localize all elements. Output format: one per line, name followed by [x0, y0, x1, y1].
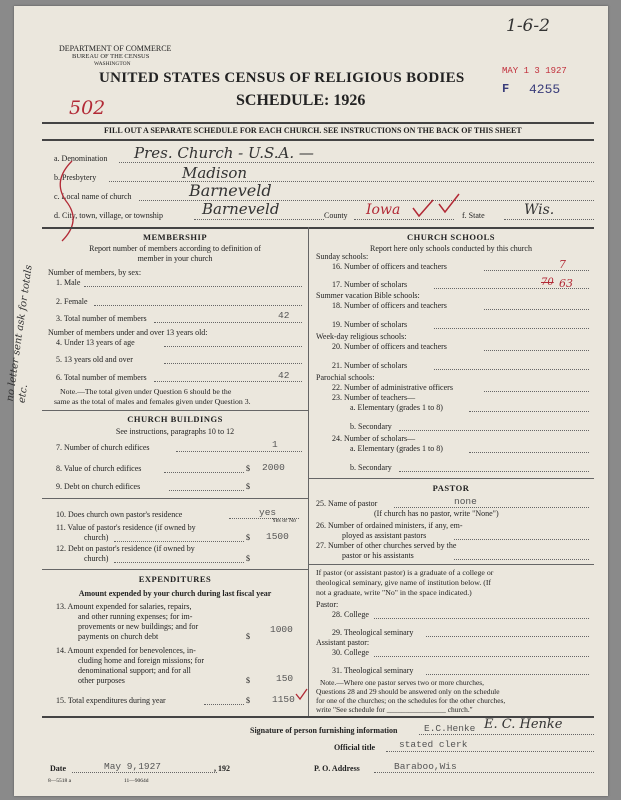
q11-value: 1500 — [266, 531, 289, 542]
q3-label: 3. Total number of members — [56, 314, 147, 323]
instruction-line: FILL OUT A SEPARATE SCHEDULE FOR EACH CHURCH. SEE INSTRUCTIONS ON THE BACK OF THIS SHEET — [104, 126, 522, 135]
q22-label: 22. Number of administrative officers — [332, 383, 453, 392]
q-by-sex: Number of members, by sex: — [48, 268, 142, 277]
vacation-label: Summer vacation Bible schools: — [316, 291, 420, 300]
pastor-note3: for one of the churches; on the schedules for the other churches, — [316, 696, 506, 705]
q25-sub: (If church has no pastor, write "None") — [374, 509, 499, 518]
q23-label: 23. Number of teachers— — [332, 393, 416, 402]
q15-value: 1150 — [272, 694, 295, 705]
county-value: Iowa — [366, 202, 401, 218]
q14-line1: 14. Amount expended for benevolences, in- — [56, 646, 196, 655]
q10-label: 10. Does church own pastor's residence — [56, 510, 183, 519]
membership-heading: MEMBERSHIP — [142, 232, 208, 242]
q11-label-b: church) — [84, 533, 109, 542]
q5-label: 5. 13 years old and over — [56, 355, 133, 364]
q27-label-b: pastor or his assistants — [342, 551, 414, 560]
q13-value: 1000 — [270, 624, 293, 635]
q16-label: 16. Number of officers and teachers — [332, 262, 447, 271]
q12-label-a: 12. Debt on pastor's residence (if owned by — [56, 544, 195, 553]
q18-label: 18. Number of officers and teachers — [332, 301, 447, 310]
q1-label: 1. Male — [56, 278, 81, 287]
q29-label: 29. Theological seminary — [332, 628, 414, 637]
sunday-label: Sunday schools: — [316, 252, 369, 261]
q8-value: 2000 — [262, 462, 285, 473]
q17-old-value: 70 — [541, 277, 554, 288]
city-label: WASHINGTON — [94, 61, 131, 67]
parochial-label: Parochial schools: — [316, 373, 375, 382]
q6-value: 42 — [278, 370, 290, 381]
corner-note: 1-6-2 — [506, 16, 550, 36]
department-label: DEPARTMENT OF COMMERCE — [59, 44, 172, 53]
buildings-heading: CHURCH BUILDINGS — [127, 414, 223, 424]
q25-value: none — [454, 496, 477, 507]
q16-value: 7 — [559, 258, 566, 271]
q8-label: 8. Value of church edifices — [56, 464, 142, 473]
weekday-label: Week-day religious schools: — [316, 332, 407, 341]
q8-currency: $ — [246, 464, 250, 473]
pastor-note2: Questions 28 and 29 should be answered only on the schedule — [316, 687, 500, 696]
denomination-label: a. Denomination — [54, 154, 108, 163]
membership-sub2: member in your church — [137, 254, 213, 263]
city-value: Barneveld — [202, 200, 280, 218]
q23b-label: b. Secondary — [350, 422, 392, 431]
q-age: Number of members under and over 13 years old: — [48, 328, 208, 337]
signature-typed: E.C.Henke — [424, 723, 476, 734]
membership-sub1: Report number of members according to definition of — [89, 244, 261, 253]
q15-label: 15. Total expenditures during year — [56, 696, 166, 705]
form-number-2: 11—9064d — [124, 778, 149, 784]
q6-label: 6. Total number of members — [56, 373, 147, 382]
q12-label-b: church) — [84, 554, 109, 563]
q25-label: 25. Name of pastor — [316, 499, 378, 508]
date-year-suffix: , 192 — [214, 764, 230, 773]
grad-line3: not a graduate, write "No" in the space indicated.) — [316, 588, 472, 597]
expenditures-heading: EXPENDITURES — [138, 574, 212, 584]
signature-handwritten: E. C. Henke — [484, 717, 563, 732]
margin-note: no letter sent ask for totals etc. — [4, 264, 35, 404]
q14-line4: other purposes — [78, 676, 125, 685]
grad-line1: If pastor (or assistant pastor) is a graduate of a college or — [316, 568, 494, 577]
bureau-label: BUREAU OF THE CENSUS — [72, 53, 150, 60]
membership-note2: same as the total of males and females given under Question 3. — [54, 397, 251, 406]
q26-label-a: 26. Number of ordained ministers, if any, em- — [316, 521, 463, 530]
q11-label-a: 11. Value of pastor's residence (if owned by — [56, 523, 196, 532]
city-field-label: d. City, town, village, or township — [54, 211, 164, 220]
pastor-note4: write "See schedule for ________________ church." — [316, 705, 473, 714]
q26-label-b: ployed as assistant pastors — [342, 531, 427, 540]
signature-label: Signature of person furnishing information — [250, 726, 398, 735]
red-number: 502 — [69, 97, 106, 119]
stamp-letter: F — [502, 82, 510, 96]
q28-label: 28. College — [332, 610, 369, 619]
pastor-sublabel: Pastor: — [316, 600, 339, 609]
q24a-label: a. Elementary (grades 1 to 8) — [350, 444, 443, 453]
q20-label: 20. Number of officers and teachers — [332, 342, 447, 351]
county-label: County — [324, 211, 348, 220]
state-value: Wis. — [524, 202, 555, 218]
assistant-sublabel: Assistant pastor: — [316, 638, 370, 647]
q19-label: 19. Number of scholars — [332, 320, 408, 329]
q10-value: yes — [259, 507, 277, 518]
q7-label: 7. Number of church edifices — [56, 443, 150, 452]
pastor-heading: PASTOR — [432, 483, 470, 493]
q13-line4: payments on church debt — [78, 632, 159, 641]
red-checkmarks — [409, 166, 469, 222]
form-title: UNITED STATES CENSUS OF RELIGIOUS BODIES — [99, 70, 465, 86]
local-name-value: Barneveld — [189, 181, 272, 200]
presbytery-label: b. Presbytery — [54, 173, 97, 182]
schools-heading: CHURCH SCHOOLS — [407, 232, 495, 242]
q17-label: 17. Number of scholars — [332, 280, 408, 289]
census-schedule-sheet — [4, 6, 608, 796]
presbytery-value: Madison — [182, 164, 248, 182]
form-number-1: 8—5518 a — [48, 778, 72, 784]
serial-number: 4255 — [529, 82, 561, 97]
q15-currency: $ — [246, 696, 250, 705]
q23a-label: a. Elementary (grades 1 to 8) — [350, 403, 443, 412]
q9-label: 9. Debt on church edifices — [56, 482, 141, 491]
denomination-value: Pres. Church - U.S.A. — — [134, 144, 314, 162]
grad-line2: theological seminary, give name of institution below. (If — [316, 578, 492, 587]
address-label: P. O. Address — [314, 764, 360, 773]
q31-label: 31. Theological seminary — [332, 666, 414, 675]
q7-value: 1 — [272, 439, 278, 450]
q9-currency: $ — [246, 482, 250, 491]
yes-no-hint: Yes or No — [272, 518, 297, 524]
q3-value: 42 — [278, 310, 290, 321]
q27-label-a: 27. Number of other churches served by the — [316, 541, 457, 550]
q4-label: 4. Under 13 years of age — [56, 338, 135, 347]
buildings-sub: See instructions, paragraphs 10 to 12 — [115, 427, 235, 436]
state-label: f. State — [462, 211, 485, 220]
membership-note1: Note.—The total given under Question 6 should be the — [60, 387, 232, 396]
q13-line2: and other running expenses; for im- — [78, 612, 193, 621]
official-title-value: stated clerk — [399, 739, 468, 750]
date-label: Date — [50, 764, 66, 773]
local-name-label: c. Local name of church — [54, 192, 132, 201]
q24-label: 24. Number of scholars— — [332, 434, 416, 443]
q11-currency: $ — [246, 533, 250, 542]
q15-red-check — [294, 686, 310, 702]
q13-line1: 13. Amount expended for salaries, repairs, — [56, 602, 192, 611]
received-stamp: MAY 1 3 1927 — [502, 66, 567, 76]
q14-value: 150 — [276, 673, 294, 684]
date-value: May 9,1927 — [104, 761, 162, 772]
q17-value: 63 — [559, 277, 573, 290]
schedule-title: SCHEDULE: 1926 — [236, 92, 366, 109]
q13-currency: $ — [246, 632, 250, 641]
q2-label: 2. Female — [56, 297, 88, 306]
q12-currency: $ — [246, 554, 250, 563]
q21-label: 21. Number of scholars — [332, 361, 408, 370]
official-title-label: Official title — [334, 743, 376, 752]
q13-line3: provements or new buildings; and for — [78, 622, 199, 631]
address-value: Baraboo,Wis — [394, 761, 457, 772]
q14-line2: cluding home and foreign missions; for — [78, 656, 204, 665]
expenditures-sub: Amount expended by your church during last fiscal year — [78, 589, 272, 598]
q14-currency: $ — [246, 676, 250, 685]
q24b-label: b. Secondary — [350, 463, 392, 472]
pastor-note1: Note.—Where one pastor serves two or more churches, — [320, 678, 484, 687]
schools-sub: Report here only schools conducted by this church — [370, 244, 532, 253]
q14-line3: denominational support; and for all — [78, 666, 191, 675]
q30-label: 30. College — [332, 648, 369, 657]
